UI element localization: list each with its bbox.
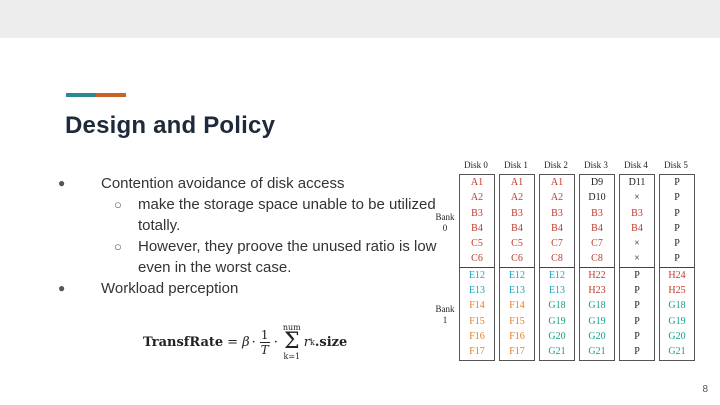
- bullet-marker: ○: [114, 239, 122, 254]
- disk-column: [539, 174, 575, 361]
- disk-block: B4: [591, 222, 603, 234]
- disk-block: P: [634, 285, 640, 297]
- disk-block: B4: [511, 222, 523, 234]
- disk-block: B3: [631, 207, 643, 219]
- disk-header: Disk 5: [664, 160, 688, 170]
- disk-block: G21: [668, 346, 686, 358]
- page-number: 8: [702, 384, 708, 395]
- disk-block: C8: [591, 253, 603, 265]
- formula-lhs: TransfRate: [143, 334, 224, 350]
- disk-block: P: [674, 253, 680, 265]
- disk-block: G20: [548, 330, 566, 342]
- disk-block: G19: [588, 315, 606, 327]
- bullet-text: make the storage space unable to be utilized totally.: [138, 196, 436, 234]
- disk-block: F17: [509, 346, 525, 358]
- disk-block: E13: [468, 285, 486, 297]
- formula-numerator: 1: [260, 327, 269, 342]
- disk-block: A1: [550, 177, 564, 188]
- sum-symbol: Σ: [284, 329, 300, 354]
- disk-block: H24: [668, 269, 686, 281]
- disk-block: C6: [471, 253, 483, 265]
- disk-header: Disk 3: [584, 160, 608, 170]
- disk-block: G20: [668, 330, 686, 342]
- disk-block: P: [674, 222, 680, 234]
- bank-label-0: [432, 212, 458, 234]
- disk-header: Disk 4: [624, 160, 648, 170]
- disk-block: P: [634, 300, 640, 312]
- disk-column: [459, 174, 495, 361]
- bullet-item: [58, 173, 438, 194]
- disk-block: G20: [588, 330, 606, 342]
- formula-suffix: .size: [314, 334, 348, 350]
- disk-block: A2: [550, 192, 564, 204]
- disk-block: B4: [551, 222, 563, 234]
- disk-block: G18: [668, 300, 686, 312]
- disk-block: E12: [548, 269, 566, 281]
- disk-block: C7: [591, 238, 603, 250]
- disk-header: Disk 2: [544, 160, 568, 170]
- bullet-text: However, they proove the unused ratio is low even in the worst case.: [138, 238, 437, 276]
- disk-block: A1: [470, 177, 484, 188]
- disk-block: F15: [469, 315, 485, 327]
- sum-lower-limit: k=1: [283, 352, 301, 361]
- disk-block: E12: [468, 269, 486, 281]
- disk-column: [619, 174, 655, 361]
- disk-block: ×: [634, 238, 640, 250]
- disk-block: C8: [551, 253, 563, 265]
- disk-block: F16: [509, 330, 525, 342]
- formula-dot: ·: [251, 334, 256, 350]
- formula-term-subscript: k: [309, 337, 315, 347]
- formula-beta: β: [242, 334, 250, 350]
- disk-block: G19: [668, 315, 686, 327]
- disk-block: P: [674, 177, 680, 188]
- disk-block: D9: [590, 177, 604, 188]
- disk-block: ×: [634, 253, 640, 265]
- bullet-text: Workload perception: [101, 280, 239, 297]
- formula-dot-2: ·: [273, 334, 278, 350]
- disk-block: E12: [508, 269, 526, 281]
- top-bar: [0, 0, 720, 38]
- disk-block: P: [674, 207, 680, 219]
- disk-block: B3: [471, 207, 483, 219]
- formula-fraction: [260, 328, 270, 357]
- disk-block: A2: [510, 192, 524, 204]
- formula-denominator: T: [260, 342, 269, 357]
- disk-block: A1: [510, 177, 524, 188]
- disk-block: F15: [509, 315, 525, 327]
- bullet-marker: ○: [114, 197, 122, 212]
- disk-block: P: [634, 330, 640, 342]
- disk-block: B4: [471, 222, 483, 234]
- formula-equals: =: [227, 334, 239, 350]
- disk-block: G19: [548, 315, 566, 327]
- disk-header: Disk 1: [504, 160, 528, 170]
- bullet-item: [58, 278, 438, 299]
- disk-block: C5: [471, 238, 483, 250]
- disk-column: [499, 174, 535, 361]
- bank-label-number: 1: [442, 315, 448, 325]
- bullet-marker: ●: [58, 281, 66, 295]
- transfer-rate-formula: [143, 322, 347, 362]
- bank-label-1: [432, 304, 458, 326]
- disk-block: G18: [548, 300, 566, 312]
- disk-block: C5: [511, 238, 523, 250]
- disk-block: G21: [548, 346, 566, 358]
- disk-block: G18: [588, 300, 606, 312]
- formula-summation: [283, 323, 301, 361]
- disk-block: B3: [511, 207, 523, 219]
- accent-segment-orange: [96, 93, 126, 97]
- bank-label-number: 0: [442, 223, 448, 233]
- disk-block: E13: [508, 285, 526, 297]
- disk-block: P: [634, 315, 640, 327]
- title-accent-bar: [66, 93, 126, 97]
- bank-label-word: Bank: [435, 304, 455, 314]
- bullet-text: Contention avoidance of disk access: [101, 175, 345, 192]
- disk-block: H23: [588, 285, 606, 297]
- disk-header: Disk 0: [464, 160, 488, 170]
- disk-block: F17: [469, 346, 485, 358]
- disk-block: P: [634, 346, 640, 358]
- disk-block: E13: [548, 285, 566, 297]
- disk-block: F16: [469, 330, 485, 342]
- disk-block: G21: [588, 346, 606, 358]
- disk-block: P: [634, 269, 640, 281]
- formula-term: r: [303, 334, 310, 350]
- disk-column: [659, 174, 695, 361]
- disk-block: F14: [509, 300, 525, 312]
- disk-block: A2: [470, 192, 484, 204]
- bullet-subitem: [58, 236, 438, 278]
- slide-title: Design and Policy: [65, 112, 276, 139]
- disk-block: H25: [668, 285, 686, 297]
- disk-block: P: [674, 192, 680, 204]
- disk-block: B3: [551, 207, 563, 219]
- disk-block: D10: [588, 192, 606, 204]
- disk-block: P: [674, 238, 680, 250]
- accent-segment-teal: [66, 93, 96, 97]
- disk-block: C7: [551, 238, 563, 250]
- disk-column: [579, 174, 615, 361]
- disk-block: C6: [511, 253, 523, 265]
- disk-layout-figure: [432, 160, 692, 360]
- disk-block: F14: [469, 300, 485, 312]
- disk-block: H22: [588, 269, 606, 281]
- sum-upper-limit: num: [282, 323, 301, 332]
- disk-block: D11: [628, 177, 646, 188]
- bullet-subitem: [58, 194, 438, 236]
- bullet-list: [58, 173, 438, 299]
- bullet-marker: ●: [58, 176, 66, 190]
- bank-label-word: Bank: [435, 212, 455, 222]
- disk-block: ×: [634, 192, 640, 204]
- disk-block: B4: [631, 222, 643, 234]
- disk-block: B3: [591, 207, 603, 219]
